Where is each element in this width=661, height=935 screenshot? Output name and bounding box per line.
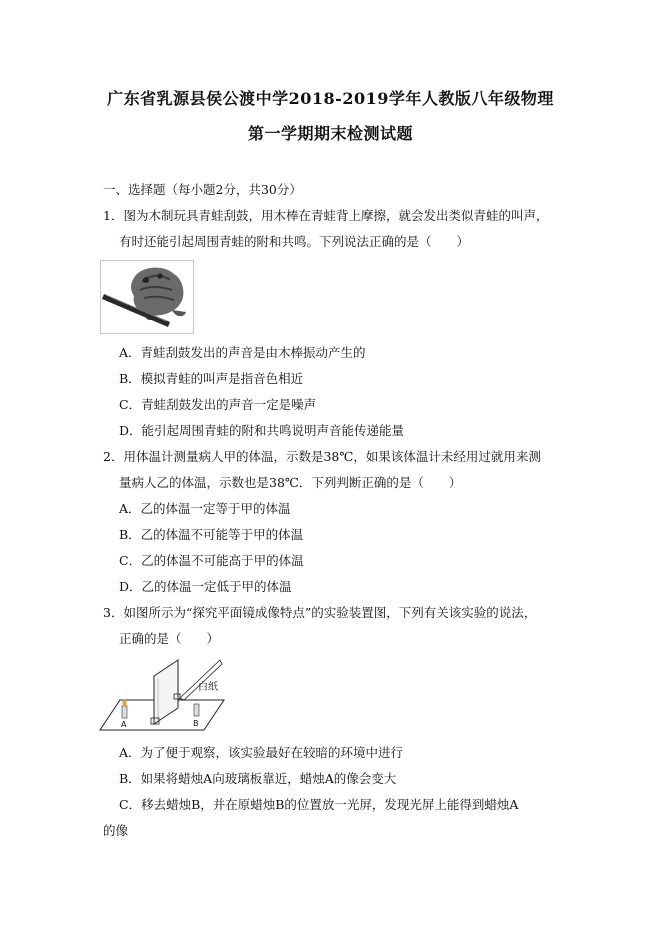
q3-option-a: A．为了便于观察，该实验最好在较暗的环境中进行 xyxy=(119,745,404,760)
q2-option-d: D．乙的体温一定低于甲的体温 xyxy=(119,579,292,594)
q3-option-b: B．如果将蜡烛A向玻璃板靠近，蜡烛A的像会变大 xyxy=(119,771,397,786)
q2-option-b: B．乙的体温不可能等于甲的体温 xyxy=(119,527,304,542)
frog-guiro-figure xyxy=(100,260,194,334)
white-paper-icon xyxy=(180,660,222,700)
q1-option-c: C．青蛙刮鼓发出的声音一定是噪声 xyxy=(119,397,317,412)
q2-stem-line-1: 2．用体温计测量病人甲的体温，示数是38℃，如果该体温计未经用过就用来测 xyxy=(103,449,541,464)
q1-option-b: B．模拟青蛙的叫声是指音色相近 xyxy=(119,371,304,386)
q3-stem-line-1: 3．如图所示为“探究平面镜成像特点”的实验装置图，下列有关该实验的说法， xyxy=(103,605,537,620)
plane-mirror-experiment-figure xyxy=(98,656,226,734)
section-heading: 一、选择题（每小题2分，共30分） xyxy=(103,182,302,197)
q1-stem-line-2: 有时还能引起周围青蛙的附和共鸣。下列说法正确的是（ ） xyxy=(119,234,470,249)
candle-b-icon xyxy=(194,704,199,716)
q3-option-c-continued: 的像 xyxy=(103,823,129,838)
q2-option-a: A．乙的体温一定等于甲的体温 xyxy=(119,501,291,516)
q2-stem-line-2: 量病人乙的体温，示数也是38℃．下列判断正确的是（ ） xyxy=(119,475,462,490)
white-paper-label: 白纸 xyxy=(198,682,218,693)
candle-a-label: A xyxy=(121,720,127,729)
q3-stem-line-2: 正确的是（ ） xyxy=(119,631,220,646)
q2-option-c: C．乙的体温不可能高于甲的体温 xyxy=(119,553,304,568)
q3-option-c: C．移去蜡烛B，并在原蜡烛B的位置放一光屏，发现光屏上能得到蜡烛A xyxy=(119,797,519,812)
candle-b-label: B xyxy=(193,719,199,728)
page-title-line-1: 广东省乳源县侯公渡中学2018-2019学年人教版八年级物理 xyxy=(107,89,554,108)
candle-a-icon xyxy=(122,700,127,719)
page-title-line-2: 第一学期期末检测试题 xyxy=(247,124,413,143)
q1-stem-line-1: 1．图为木制玩具青蛙刮鼓，用木棒在青蛙背上摩擦，就会发出类似青蛙的叫声， xyxy=(103,208,549,223)
q1-option-a: A．青蛙刮鼓发出的声音是由木棒振动产生的 xyxy=(119,345,366,360)
glass-plate-icon xyxy=(154,660,178,724)
q1-option-d: D．能引起周围青蛙的附和共鸣说明声音能传递能量 xyxy=(119,423,405,438)
